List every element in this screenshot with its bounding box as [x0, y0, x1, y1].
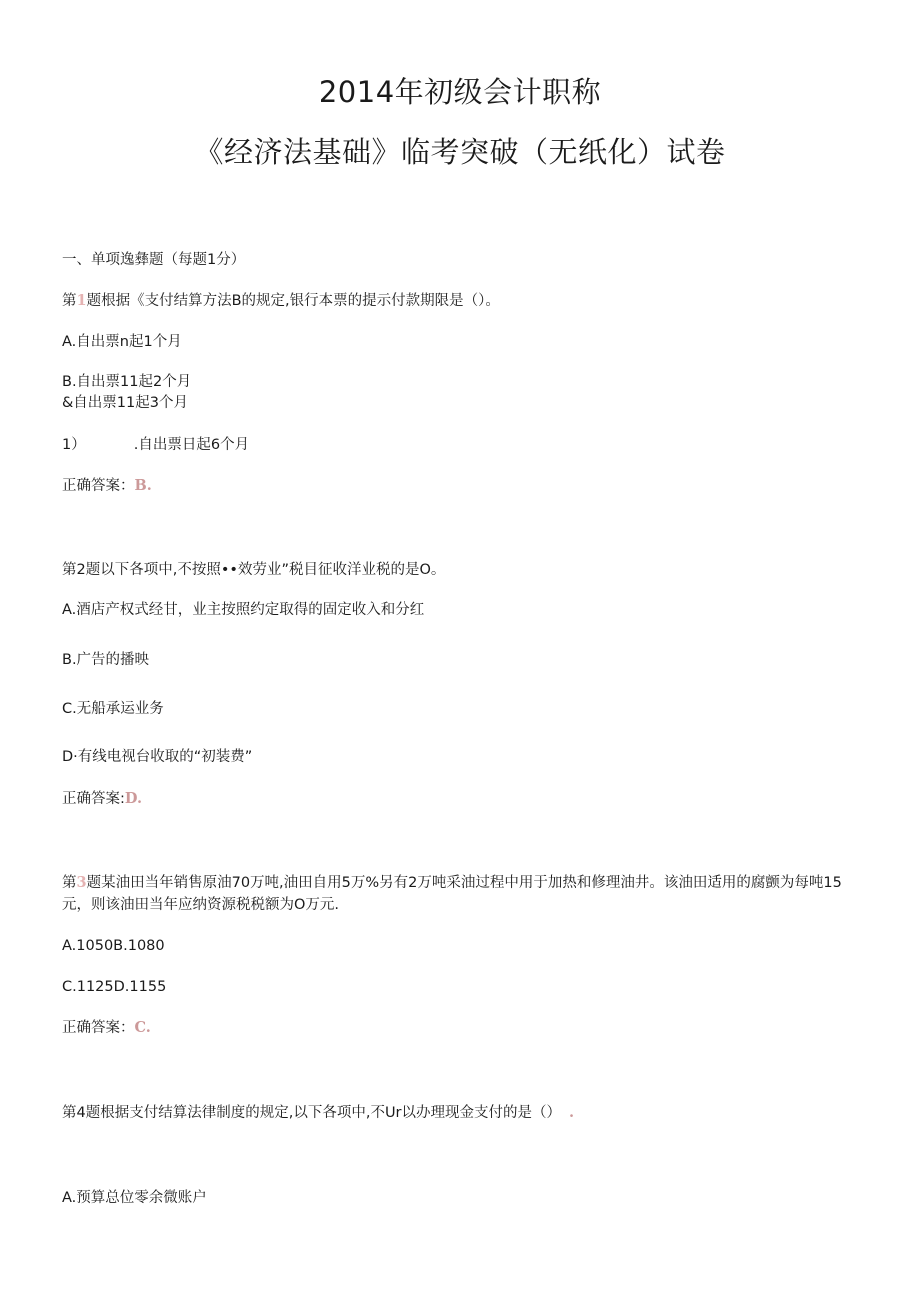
answer-label: 正确答案： [62, 478, 135, 494]
q3-options-cd: C.1125D.1155 [62, 979, 167, 995]
q4-option-a: A.预算总位零余微账户 [62, 1190, 207, 1206]
option-marker: 1） [62, 437, 86, 453]
question-number: 3 [76, 874, 87, 891]
document-title: 2014年初级会计职称 [318, 75, 602, 109]
answer-label: 正确答案： [62, 1020, 135, 1036]
q1-option-c: &自出票11起3个月 [62, 395, 188, 411]
question-text: 题根据《支付结算方法B的规定,银行本票的提示付款期限是（）。 [86, 293, 500, 309]
document-subtitle: 《经济法基础》临考突破（无纸化）试卷 [194, 135, 726, 169]
q1-option-d [62, 435, 249, 455]
q2-option-b: B.广告的播映 [62, 652, 150, 668]
q3-options-ab: A.1050B.1080 [62, 938, 165, 954]
question-tail: . [569, 1104, 575, 1121]
question-4 [62, 1103, 574, 1123]
question-3 [62, 872, 862, 916]
answer-value: B. [134, 477, 152, 494]
q2-answer [62, 789, 142, 809]
question-1 [62, 291, 500, 311]
q2-option-c: C.无船承运业务 [62, 701, 164, 717]
q1-answer [62, 476, 152, 496]
q1-option-a: A.自出票n起1个月 [62, 334, 182, 350]
q2-option-a: A.酒店产权式经甘，业主按照约定取得的固定收入和分红 [62, 602, 425, 618]
question-number: 1 [76, 292, 87, 309]
question-text: 第4题根据支付结算法律制度的规定,以下各项中,不Ur以办理现金支付的是（） [62, 1105, 562, 1121]
answer-label: 正确答案: [62, 791, 125, 807]
q1-option-b: B.自出票11起2个月 [62, 374, 192, 390]
question-prefix: 第 [62, 875, 77, 891]
q2-option-d: D·有线电视台收取的“初装费” [62, 749, 253, 765]
question-2: 第2题以下各项中,不按照••效劳业”税目征收洋业税的是O。 [62, 562, 446, 578]
question-prefix: 第 [62, 293, 77, 309]
answer-value: C. [134, 1019, 151, 1036]
question-text: 题某油田当年销售原油70万吨,油田自用5万%另有2万吨采油过程中用于加热和修理油井。该油田适用的腐颤为每吨15元，则该油田当年应纳资源税税额为O万元. [62, 875, 842, 913]
answer-value: D. [124, 790, 142, 807]
section-heading: 一、单项逸彝题（每题1分） [62, 252, 246, 268]
option-text: .自出票日起6个月 [133, 437, 250, 453]
q3-answer [62, 1018, 151, 1038]
